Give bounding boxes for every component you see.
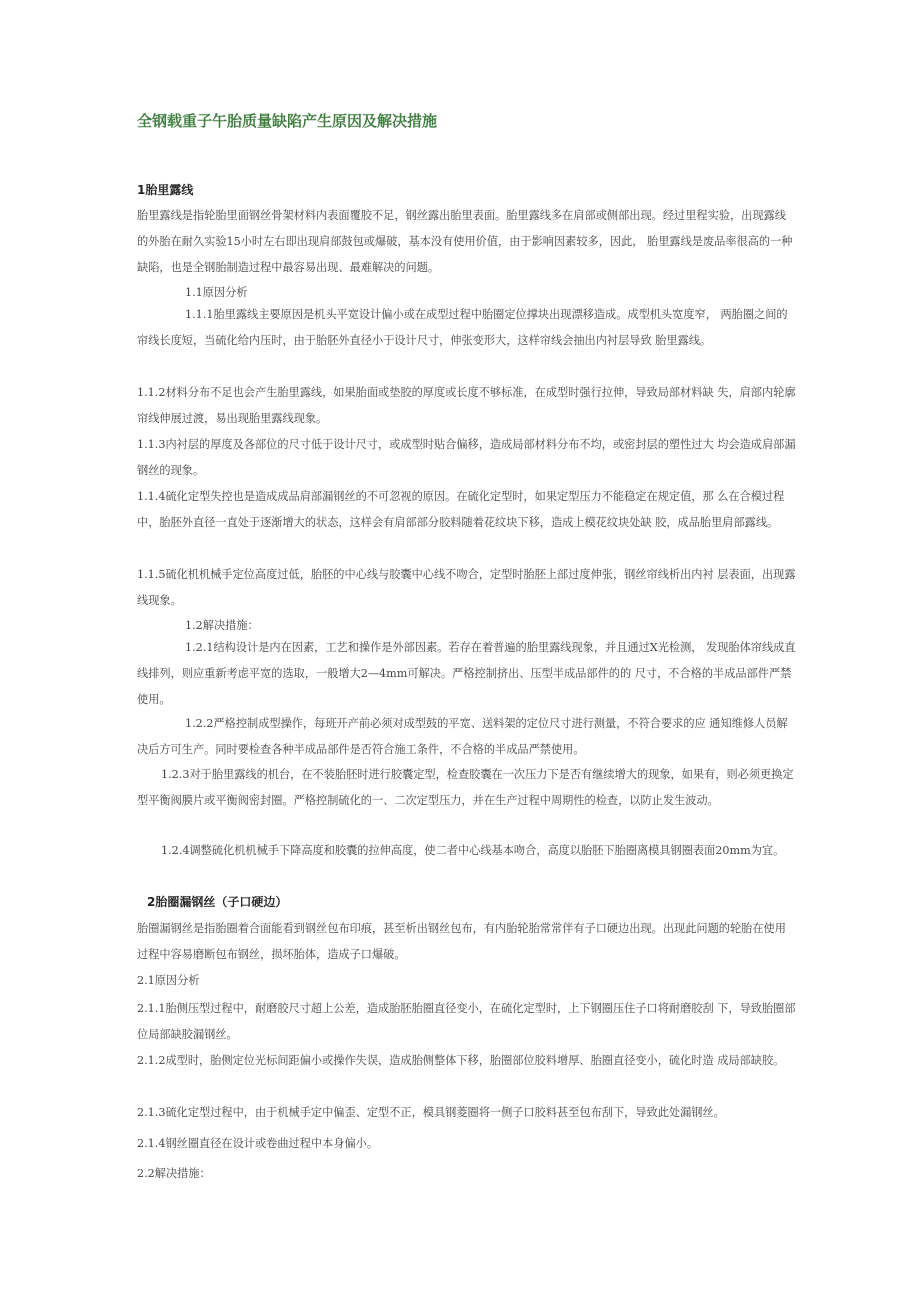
paragraph-1-2-3: 1.2.3对于胎里露线的机台，在不装胎胚时进行胶囊定型，检查胶囊在一次压力下是否有继续增大的现象，如果有，则必须更换定型平衡阀膜片或平衡阀密封圈。严格控制硫化的一、二次定型压力，并在生产过程中周期性的检查，以防止发生波动。 xyxy=(137,768,794,807)
section-1-intro: 胎里露线是指轮胎里面钢丝骨架材料内表面覆胶不足，钢丝露出胎里表面。胎里露线多在肩部或侧部出现。经过里程实验，出现露线的外胎在耐久实验15小时左右即出现肩部鼓包或爆破，基本没有使用价值，由于影响因素较多，因此， 胎里露线是废品率很高的一种缺陷，也是全钢胎制造过程中最容易出现、最难解决的问题。 xyxy=(137,209,793,274)
paragraph-1-2-1: 1.2.1结构设计是内在因素，工艺和操作是外部因素。若存在着普遍的胎里露线现象，并且通过X光检测， 发现胎体帘线成直线排列，则应重新考虑平宽的选取，一般增大2—4mm可解决。严格控制挤出、压型半成品部件的的 尺寸，不合格的半成品部件严禁使用。 xyxy=(137,641,796,706)
section-2-2-heading: 2.2解决措施： xyxy=(137,1167,211,1180)
paragraph-2-1-1: 2.1.1胎侧压型过程中，耐磨胶尺寸超上公差，造成胎胚胎圈直径变小，在硫化定型时，上下钢圈压住子口将耐磨胶刮 下，导致胎圈部位局部缺胶漏钢丝。 xyxy=(137,1002,796,1041)
paragraph-1-2-4: 1.2.4调整硫化机机械手下降高度和胶囊的拉伸高度，使二者中心线基本吻合，高度以胎胚下胎圈离模具钢圈表面20mm为宜。 xyxy=(161,844,785,857)
paragraph-2-1-4: 2.1.4钢丝圈直径在设计或卷曲过程中本身偏小。 xyxy=(137,1137,379,1150)
document-title: 全钢载重子午胎质量缺陷产生原因及解决措施 xyxy=(137,112,438,130)
section-1-1-heading: 1.1原因分析 xyxy=(185,286,248,299)
paragraph-2-1-3: 2.1.3硫化定型过程中，由于机械手定中偏歪、定型不正，模具钢菱圈将一侧子口胶料甚至包布刮下，导致此处漏钢丝。 xyxy=(137,1106,725,1119)
paragraph-1-1-2: 1.1.2材料分布不足也会产生胎里露线，如果胎面或垫胶的厚度或长度不够标准，在成型时强行拉伸，导致局部材料缺 失，肩部内轮廓帘线伸展过渡，易出现胎里露线现象。 xyxy=(137,386,796,425)
section-1-2-heading: 1.2解决措施： xyxy=(185,619,259,632)
paragraph-2-1-2: 2.1.2成型时，胎侧定位光标间距偏小或操作失误，造成胎侧整体下移，胎圈部位胶料增厚、胎圈直径变小，硫化时造 成局部缺胶。 xyxy=(137,1054,785,1067)
paragraph-1-2-2: 1.2.2严格控制成型操作，每班开产前必须对成型鼓的平宽、送料架的定位尺寸进行测量，不符合要求的应 通知维修人员解决后方可生产。同时要检查各种半成品部件是否符合施工条件，不合格的半成品严禁使用。 xyxy=(137,717,788,756)
paragraph-1-1-4: 1.1.4硫化定型失控也是造成成品肩部漏钢丝的不可忽视的原因。在硫化定型时，如果定型压力不能稳定在规定值，那 么在合模过程中，胎胚外直径一直处于逐渐增大的状态，这样会有肩部部分胶料随着花纹块下移，造成上模花纹块处缺 胶，成品胎里肩部露线。 xyxy=(137,490,785,529)
section-2-heading: 2胎圈漏钢丝（子口硬边） xyxy=(147,895,288,909)
section-2-1-heading: 2.1原因分析 xyxy=(137,974,200,987)
section-2-intro: 胎圈漏钢丝是指胎圈着合面能看到钢丝包布印痕，甚至析出钢丝包布，有内胎轮胎常常伴有子口硬边出现。出现此问题的轮胎在使用过程中容易磨断包布钢丝，损坏胎体，造成子口爆破。 xyxy=(137,922,786,961)
paragraph-1-1-5: 1.1.5硫化机机械手定位高度过低，胎胚的中心线与胶囊中心线不吻合，定型时胎胚上部过度伸张，钢丝帘线析出内衬 层表面，出现露线现象。 xyxy=(137,568,796,607)
paragraph-1-1-1: 1.1.1胎里露线主要原因是机头平宽设计偏小或在成型过程中胎圈定位撑块出现漂移造成。成型机头宽度窄， 两胎圈之间的帘线长度短，当硫化给内压时，由于胎胚外直径小于设计尺寸，伸张变形大，这样帘线会抽出内衬层导致 胎里露线。 xyxy=(137,308,788,347)
paragraph-1-1-3: 1.1.3内衬层的厚度及各部位的尺寸低于设计尺寸，或成型时贴合偏移，造成局部材料分布不均，或密封层的塑性过大 均会造成肩部漏钢丝的现象。 xyxy=(137,438,796,477)
section-1-heading: 1胎里露线 xyxy=(137,183,194,197)
